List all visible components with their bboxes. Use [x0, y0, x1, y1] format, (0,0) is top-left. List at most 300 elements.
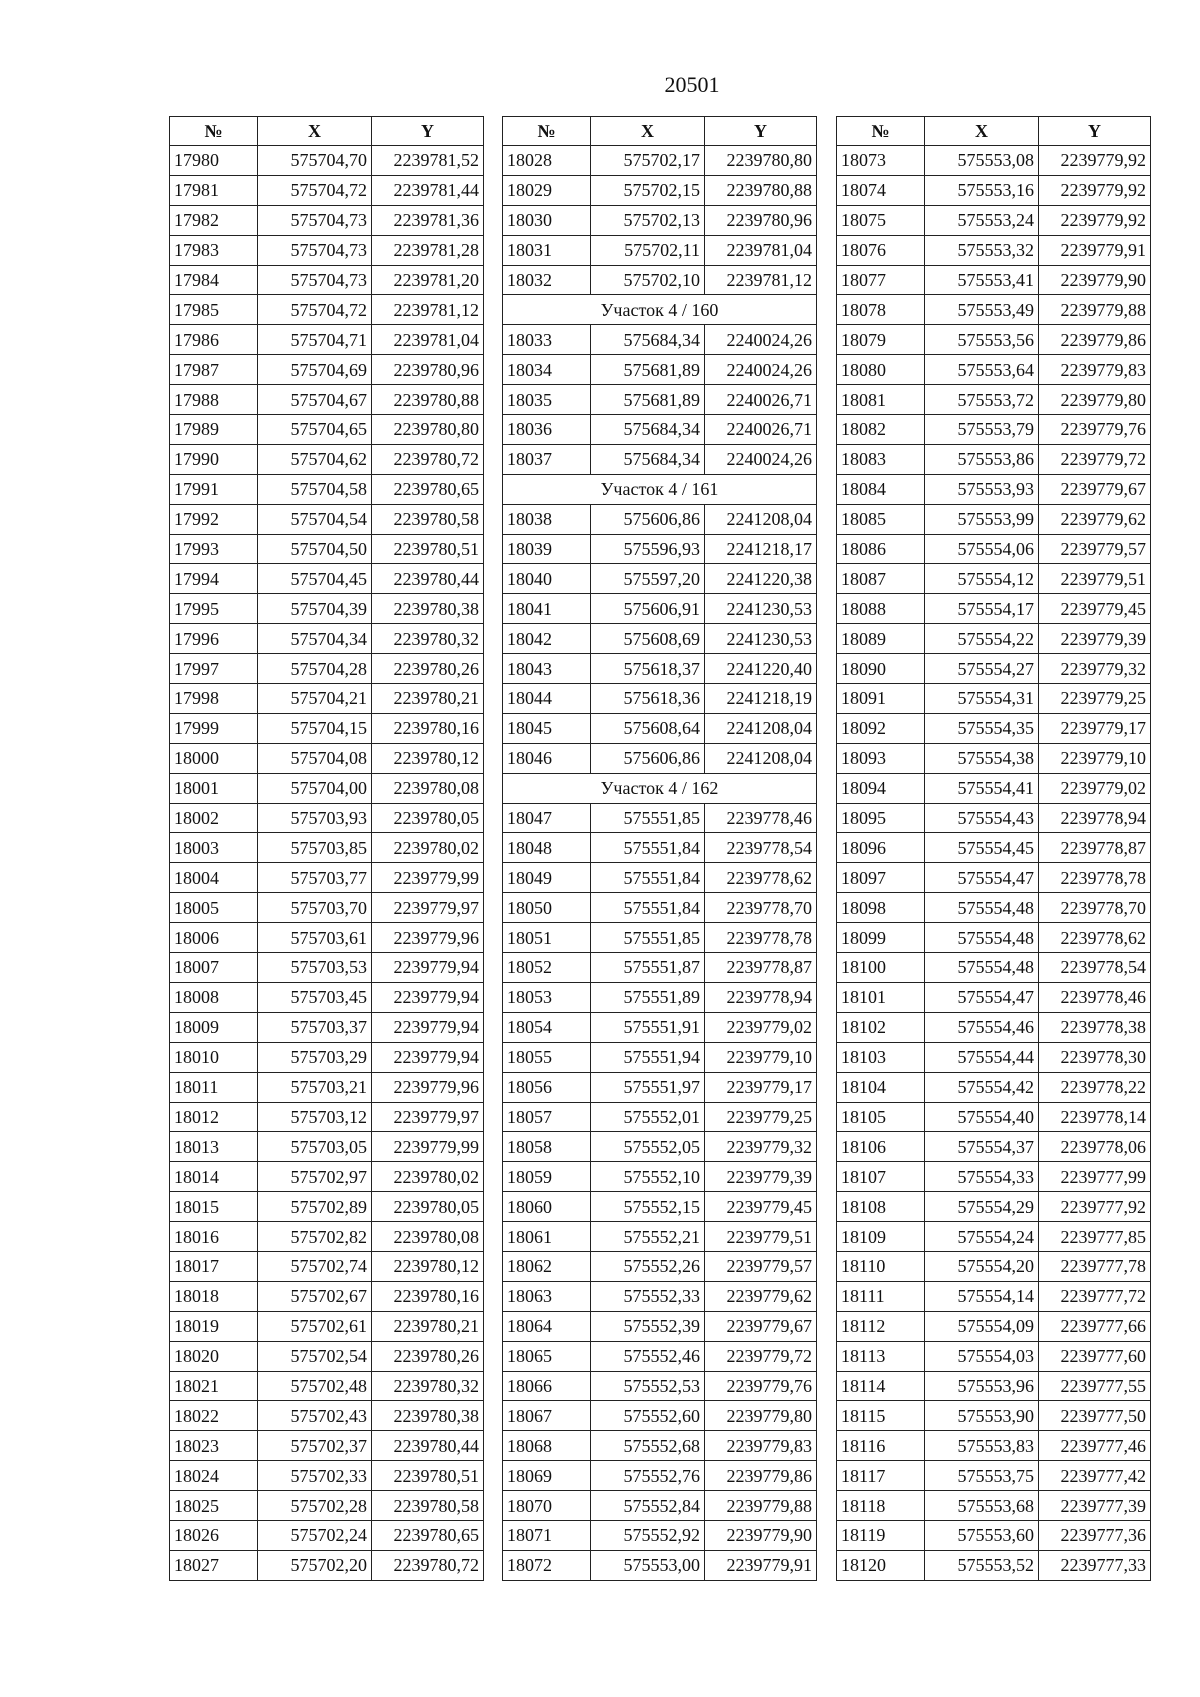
point-number: 18071 [503, 1520, 591, 1550]
x-coordinate: 575553,96 [925, 1371, 1039, 1401]
x-coordinate: 575703,21 [258, 1072, 372, 1102]
point-number: 18090 [837, 654, 925, 684]
table-row [170, 1042, 484, 1072]
table-row [837, 504, 1151, 534]
point-number: 18084 [837, 474, 925, 504]
x-coordinate: 575552,46 [591, 1341, 705, 1371]
table-row [837, 1311, 1151, 1341]
y-coordinate: 2239779,94 [372, 1042, 484, 1072]
point-number: 18081 [837, 385, 925, 415]
y-coordinate: 2239780,32 [372, 624, 484, 654]
y-coordinate: 2239780,88 [372, 385, 484, 415]
table-row [170, 1012, 484, 1042]
x-coordinate: 575703,85 [258, 833, 372, 863]
x-coordinate: 575702,48 [258, 1371, 372, 1401]
x-coordinate: 575703,77 [258, 863, 372, 893]
y-coordinate: 2239780,65 [372, 1520, 484, 1550]
point-number: 18112 [837, 1311, 925, 1341]
point-number: 17994 [170, 564, 258, 594]
header-y: Y [372, 117, 484, 146]
y-coordinate: 2239777,33 [1039, 1550, 1151, 1580]
table-row [837, 654, 1151, 684]
y-coordinate: 2239779,92 [1039, 175, 1151, 205]
x-coordinate: 575702,28 [258, 1491, 372, 1521]
point-number: 18066 [503, 1371, 591, 1401]
table-row [503, 1102, 817, 1132]
x-coordinate: 575553,75 [925, 1461, 1039, 1491]
x-coordinate: 575554,09 [925, 1311, 1039, 1341]
point-number: 18074 [837, 175, 925, 205]
table-row [170, 1192, 484, 1222]
x-coordinate: 575702,33 [258, 1461, 372, 1491]
y-coordinate: 2239781,12 [705, 265, 817, 295]
point-number: 17992 [170, 504, 258, 534]
y-coordinate: 2239777,36 [1039, 1520, 1151, 1550]
table-row [837, 773, 1151, 803]
x-coordinate: 575704,34 [258, 624, 372, 654]
x-coordinate: 575552,53 [591, 1371, 705, 1401]
point-number: 18012 [170, 1102, 258, 1132]
x-coordinate: 575681,89 [591, 385, 705, 415]
x-coordinate: 575553,99 [925, 504, 1039, 534]
y-coordinate: 2239779,97 [372, 893, 484, 923]
y-coordinate: 2239778,54 [1039, 953, 1151, 983]
table-row [503, 654, 817, 684]
table-row [837, 265, 1151, 295]
y-coordinate: 2239779,45 [1039, 594, 1151, 624]
table-row [170, 863, 484, 893]
point-number: 18007 [170, 953, 258, 983]
x-coordinate: 575606,86 [591, 743, 705, 773]
table-row [503, 713, 817, 743]
table-header [170, 117, 484, 146]
table-row [837, 833, 1151, 863]
table-row [170, 1520, 484, 1550]
point-number: 18120 [837, 1550, 925, 1580]
header-y: Y [1039, 117, 1151, 146]
table-row [170, 534, 484, 564]
y-coordinate: 2239779,86 [1039, 325, 1151, 355]
point-number: 17985 [170, 295, 258, 325]
point-number: 18010 [170, 1042, 258, 1072]
point-number: 18104 [837, 1072, 925, 1102]
y-coordinate: 2239778,62 [705, 863, 817, 893]
section-row [503, 773, 817, 803]
table-row [503, 1132, 817, 1162]
table-row [170, 1491, 484, 1521]
table-row [170, 564, 484, 594]
x-coordinate: 575704,62 [258, 444, 372, 474]
y-coordinate: 2239780,65 [372, 474, 484, 504]
table-row [837, 1461, 1151, 1491]
y-coordinate: 2239779,62 [705, 1281, 817, 1311]
table-row [503, 833, 817, 863]
point-number: 18093 [837, 743, 925, 773]
y-coordinate: 2239777,60 [1039, 1341, 1151, 1371]
y-coordinate: 2239780,16 [372, 713, 484, 743]
point-number: 18117 [837, 1461, 925, 1491]
table-row [503, 1012, 817, 1042]
point-number: 18105 [837, 1102, 925, 1132]
y-coordinate: 2239779,17 [1039, 713, 1151, 743]
x-coordinate: 575551,87 [591, 953, 705, 983]
point-number: 18064 [503, 1311, 591, 1341]
y-coordinate: 2239778,94 [705, 982, 817, 1012]
y-coordinate: 2239779,92 [1039, 146, 1151, 176]
table-row [837, 1520, 1151, 1550]
table-row [837, 1341, 1151, 1371]
y-coordinate: 2239778,14 [1039, 1102, 1151, 1132]
x-coordinate: 575704,08 [258, 743, 372, 773]
table-row [170, 175, 484, 205]
point-number: 18000 [170, 743, 258, 773]
table-row [503, 953, 817, 983]
y-coordinate: 2239780,12 [372, 743, 484, 773]
x-coordinate: 575554,45 [925, 833, 1039, 863]
x-coordinate: 575704,45 [258, 564, 372, 594]
y-coordinate: 2239780,26 [372, 654, 484, 684]
y-coordinate: 2239780,08 [372, 1222, 484, 1252]
point-number: 18069 [503, 1461, 591, 1491]
x-coordinate: 575606,86 [591, 504, 705, 534]
point-number: 18016 [170, 1222, 258, 1252]
table-row [170, 1222, 484, 1252]
point-number: 18114 [837, 1371, 925, 1401]
table-row [503, 235, 817, 265]
point-number: 18068 [503, 1431, 591, 1461]
table-row [170, 1401, 484, 1431]
point-number: 17988 [170, 385, 258, 415]
table-row [503, 564, 817, 594]
table-row [170, 713, 484, 743]
table-row [503, 1491, 817, 1521]
x-coordinate: 575554,48 [925, 893, 1039, 923]
y-coordinate: 2239779,99 [372, 1132, 484, 1162]
point-number: 18024 [170, 1461, 258, 1491]
x-coordinate: 575553,60 [925, 1520, 1039, 1550]
point-number: 18003 [170, 833, 258, 863]
x-coordinate: 575553,24 [925, 205, 1039, 235]
y-coordinate: 2239780,72 [372, 1550, 484, 1580]
point-number: 18067 [503, 1401, 591, 1431]
table-row [837, 474, 1151, 504]
y-coordinate: 2239777,42 [1039, 1461, 1151, 1491]
x-coordinate: 575554,17 [925, 594, 1039, 624]
table-row [837, 982, 1151, 1012]
y-coordinate: 2239777,99 [1039, 1162, 1151, 1192]
table-row [170, 893, 484, 923]
table-row [503, 594, 817, 624]
point-number: 18079 [837, 325, 925, 355]
point-number: 18075 [837, 205, 925, 235]
x-coordinate: 575553,56 [925, 325, 1039, 355]
table-row [170, 444, 484, 474]
table-row [170, 773, 484, 803]
table-row [503, 1251, 817, 1281]
x-coordinate: 575554,20 [925, 1251, 1039, 1281]
header-x: X [591, 117, 705, 146]
table-body [503, 146, 817, 1581]
table-row [837, 355, 1151, 385]
header-x: X [258, 117, 372, 146]
x-coordinate: 575551,94 [591, 1042, 705, 1072]
y-coordinate: 2239780,96 [372, 355, 484, 385]
table-row [837, 385, 1151, 415]
x-coordinate: 575552,84 [591, 1491, 705, 1521]
header-number: № [503, 117, 591, 146]
y-coordinate: 2241220,38 [705, 564, 817, 594]
table-row [170, 205, 484, 235]
point-number: 18058 [503, 1132, 591, 1162]
point-number: 18106 [837, 1132, 925, 1162]
y-coordinate: 2239779,90 [705, 1520, 817, 1550]
point-number: 18040 [503, 564, 591, 594]
x-coordinate: 575554,22 [925, 624, 1039, 654]
y-coordinate: 2239780,08 [372, 773, 484, 803]
point-number: 18085 [837, 504, 925, 534]
y-coordinate: 2239778,22 [1039, 1072, 1151, 1102]
point-number: 18005 [170, 893, 258, 923]
point-number: 18091 [837, 684, 925, 714]
point-number: 18025 [170, 1491, 258, 1521]
header-x: X [925, 117, 1039, 146]
table-row [503, 1072, 817, 1102]
y-coordinate: 2239778,46 [705, 803, 817, 833]
y-coordinate: 2239779,96 [372, 923, 484, 953]
y-coordinate: 2239778,78 [1039, 863, 1151, 893]
y-coordinate: 2240026,71 [705, 385, 817, 415]
x-coordinate: 575551,89 [591, 982, 705, 1012]
point-number: 17986 [170, 325, 258, 355]
table-row [503, 205, 817, 235]
x-coordinate: 575553,72 [925, 385, 1039, 415]
table-row [170, 1461, 484, 1491]
point-number: 17991 [170, 474, 258, 504]
point-number: 18087 [837, 564, 925, 594]
point-number: 18013 [170, 1132, 258, 1162]
x-coordinate: 575703,53 [258, 953, 372, 983]
x-coordinate: 575553,08 [925, 146, 1039, 176]
y-coordinate: 2239777,78 [1039, 1251, 1151, 1281]
point-number: 18002 [170, 803, 258, 833]
x-coordinate: 575703,61 [258, 923, 372, 953]
point-number: 18062 [503, 1251, 591, 1281]
x-coordinate: 575551,85 [591, 923, 705, 953]
table-row [503, 1550, 817, 1580]
point-number: 18077 [837, 265, 925, 295]
y-coordinate: 2239780,02 [372, 833, 484, 863]
x-coordinate: 575551,84 [591, 863, 705, 893]
point-number: 17990 [170, 444, 258, 474]
point-number: 18041 [503, 594, 591, 624]
x-coordinate: 575684,34 [591, 325, 705, 355]
point-number: 18033 [503, 325, 591, 355]
point-number: 18035 [503, 385, 591, 415]
y-coordinate: 2239779,32 [1039, 654, 1151, 684]
x-coordinate: 575704,15 [258, 713, 372, 743]
y-coordinate: 2239778,87 [1039, 833, 1151, 863]
y-coordinate: 2239779,39 [705, 1162, 817, 1192]
point-number: 18092 [837, 713, 925, 743]
x-coordinate: 575704,73 [258, 265, 372, 295]
table-row [837, 1550, 1151, 1580]
x-coordinate: 575553,49 [925, 295, 1039, 325]
point-number: 18061 [503, 1222, 591, 1252]
point-number: 18031 [503, 235, 591, 265]
y-coordinate: 2239779,62 [1039, 504, 1151, 534]
y-coordinate: 2240024,26 [705, 444, 817, 474]
table-row [503, 355, 817, 385]
table-row [837, 1222, 1151, 1252]
point-number: 17993 [170, 534, 258, 564]
x-coordinate: 575704,54 [258, 504, 372, 534]
point-number: 18098 [837, 893, 925, 923]
y-coordinate: 2239777,55 [1039, 1371, 1151, 1401]
x-coordinate: 575702,10 [591, 265, 705, 295]
y-coordinate: 2239778,06 [1039, 1132, 1151, 1162]
table-row [503, 982, 817, 1012]
y-coordinate: 2239777,72 [1039, 1281, 1151, 1311]
y-coordinate: 2241230,53 [705, 594, 817, 624]
y-coordinate: 2239779,88 [1039, 295, 1151, 325]
point-number: 18004 [170, 863, 258, 893]
x-coordinate: 575597,20 [591, 564, 705, 594]
x-coordinate: 575702,15 [591, 175, 705, 205]
point-number: 18037 [503, 444, 591, 474]
y-coordinate: 2239780,44 [372, 564, 484, 594]
point-number: 18116 [837, 1431, 925, 1461]
x-coordinate: 575684,34 [591, 415, 705, 445]
point-number: 17983 [170, 235, 258, 265]
y-coordinate: 2239779,25 [1039, 684, 1151, 714]
y-coordinate: 2239781,04 [705, 235, 817, 265]
point-number: 18053 [503, 982, 591, 1012]
point-number: 18073 [837, 146, 925, 176]
y-coordinate: 2239779,45 [705, 1192, 817, 1222]
table-row [503, 863, 817, 893]
table-row [503, 504, 817, 534]
table-row [170, 654, 484, 684]
x-coordinate: 575704,69 [258, 355, 372, 385]
y-coordinate: 2239779,88 [705, 1491, 817, 1521]
table-row [170, 982, 484, 1012]
x-coordinate: 575703,70 [258, 893, 372, 923]
point-number: 18028 [503, 146, 591, 176]
point-number: 18110 [837, 1251, 925, 1281]
table-row [503, 743, 817, 773]
y-coordinate: 2239779,86 [705, 1461, 817, 1491]
y-coordinate: 2239780,38 [372, 1401, 484, 1431]
y-coordinate: 2239780,26 [372, 1341, 484, 1371]
y-coordinate: 2239778,54 [705, 833, 817, 863]
point-number: 18029 [503, 175, 591, 205]
x-coordinate: 575684,34 [591, 444, 705, 474]
y-coordinate: 2239779,57 [705, 1251, 817, 1281]
x-coordinate: 575704,73 [258, 205, 372, 235]
table-row [837, 146, 1151, 176]
y-coordinate: 2239781,36 [372, 205, 484, 235]
x-coordinate: 575704,71 [258, 325, 372, 355]
x-coordinate: 575703,45 [258, 982, 372, 1012]
table-row [170, 325, 484, 355]
x-coordinate: 575703,05 [258, 1132, 372, 1162]
x-coordinate: 575554,14 [925, 1281, 1039, 1311]
y-coordinate: 2241208,04 [705, 504, 817, 534]
table-row [170, 235, 484, 265]
y-coordinate: 2239779,94 [372, 1012, 484, 1042]
x-coordinate: 575596,93 [591, 534, 705, 564]
table-row [837, 594, 1151, 624]
x-coordinate: 575554,40 [925, 1102, 1039, 1132]
table-row [503, 1311, 817, 1341]
table-row [837, 953, 1151, 983]
point-number: 18023 [170, 1431, 258, 1461]
table-row [170, 385, 484, 415]
point-number: 18113 [837, 1341, 925, 1371]
table-row [503, 1371, 817, 1401]
x-coordinate: 575552,92 [591, 1520, 705, 1550]
y-coordinate: 2239780,21 [372, 1311, 484, 1341]
y-coordinate: 2239779,10 [1039, 743, 1151, 773]
table-row [170, 1102, 484, 1132]
table-row [837, 415, 1151, 445]
table-row [837, 1371, 1151, 1401]
table-row [170, 803, 484, 833]
point-number: 18008 [170, 982, 258, 1012]
point-number: 18042 [503, 624, 591, 654]
point-number: 18088 [837, 594, 925, 624]
x-coordinate: 575702,17 [591, 146, 705, 176]
point-number: 18118 [837, 1491, 925, 1521]
y-coordinate: 2239780,88 [705, 175, 817, 205]
y-coordinate: 2239781,04 [372, 325, 484, 355]
section-row [503, 474, 817, 504]
table-row [837, 713, 1151, 743]
y-coordinate: 2239779,02 [1039, 773, 1151, 803]
table-row [837, 444, 1151, 474]
y-coordinate: 2239780,16 [372, 1281, 484, 1311]
y-coordinate: 2239781,20 [372, 265, 484, 295]
x-coordinate: 575703,12 [258, 1102, 372, 1132]
point-number: 17984 [170, 265, 258, 295]
table-row [170, 833, 484, 863]
point-number: 18078 [837, 295, 925, 325]
point-number: 18070 [503, 1491, 591, 1521]
point-number: 18039 [503, 534, 591, 564]
x-coordinate: 575608,64 [591, 713, 705, 743]
x-coordinate: 575552,15 [591, 1192, 705, 1222]
table-row [170, 953, 484, 983]
table-row [503, 415, 817, 445]
table-row [503, 175, 817, 205]
y-coordinate: 2240024,26 [705, 325, 817, 355]
x-coordinate: 575618,36 [591, 684, 705, 714]
table-row [837, 534, 1151, 564]
x-coordinate: 575552,60 [591, 1401, 705, 1431]
y-coordinate: 2239779,51 [1039, 564, 1151, 594]
x-coordinate: 575553,93 [925, 474, 1039, 504]
table-row [170, 355, 484, 385]
x-coordinate: 575551,85 [591, 803, 705, 833]
point-number: 18021 [170, 1371, 258, 1401]
table-body [170, 146, 484, 1581]
table-row [170, 415, 484, 445]
point-number: 18115 [837, 1401, 925, 1431]
point-number: 18054 [503, 1012, 591, 1042]
table-row [170, 265, 484, 295]
point-number: 18032 [503, 265, 591, 295]
y-coordinate: 2239779,90 [1039, 265, 1151, 295]
